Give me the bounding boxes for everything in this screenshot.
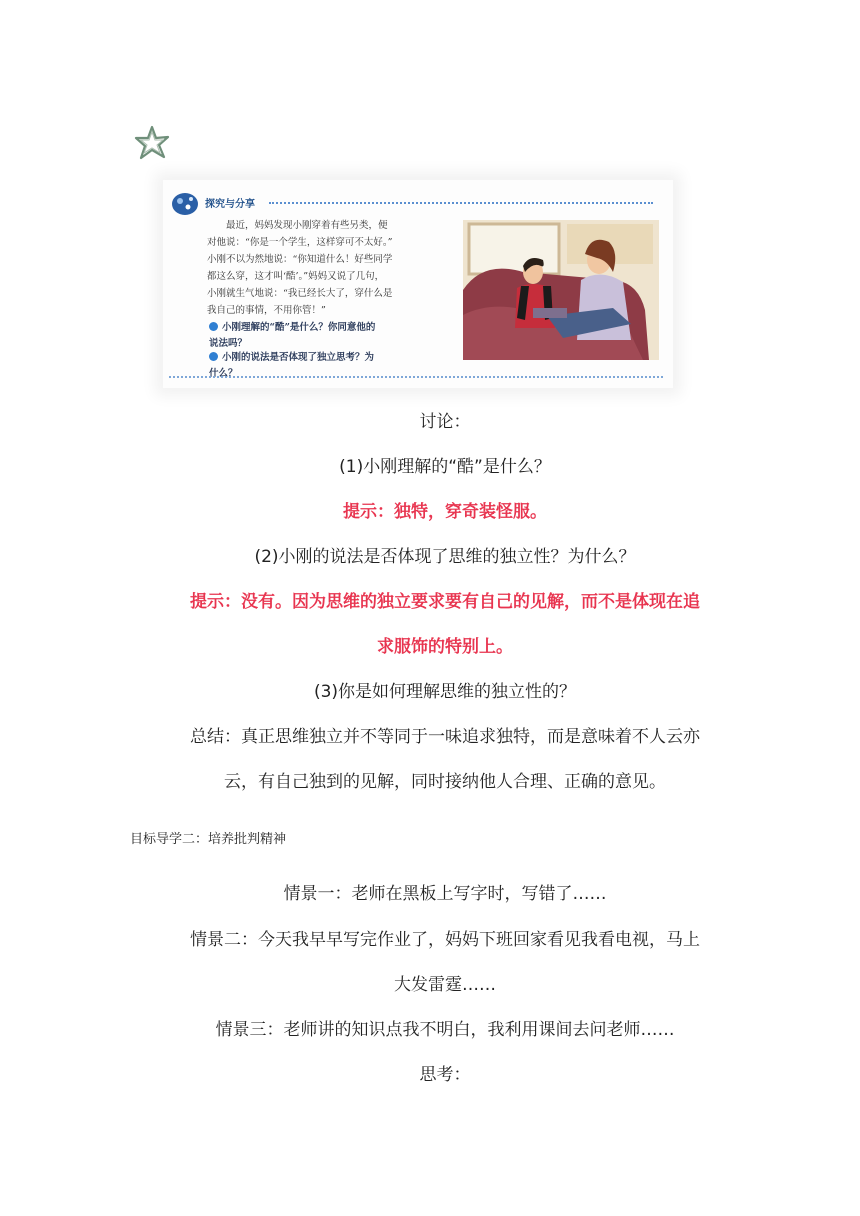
hint-2-line-1: 提示：没有。因为思维的独立要求要有自己的见解，而不是体现在追 (190, 592, 700, 612)
header-divider (269, 202, 653, 204)
story-line: 对他说：“你是一个学生，这样穿可不太好。” (207, 237, 393, 248)
scene-2-line-1: 情景二：今天我早早写完作业了，妈妈下班回家看见我看电视，马上 (190, 930, 700, 950)
textbook-excerpt (163, 180, 673, 388)
hint-2-line-2: 求服饰的特别上。 (377, 637, 513, 657)
textbook-question-1 (209, 320, 445, 352)
textbook-title: 探究与分享 (205, 199, 255, 210)
question-text: 什么？ (209, 368, 238, 379)
summary-line-1: 总结：真正思维独立并不等同于一味追求独特，而是意味着不人云亦 (190, 727, 700, 747)
textbook-header (171, 190, 663, 216)
story-line: 小刚就生气地说：“我已经长大了，穿什么是 (207, 288, 393, 299)
story-line: 小刚不以为然地说：“你知道什么！好些同学 (207, 254, 393, 265)
question-text: 说法吗？ (209, 338, 248, 349)
question-bullet-icon (209, 352, 218, 361)
scene-1: 情景一：老师在黑板上写字时，写错了…… (283, 884, 607, 904)
story-line: 都这么穿，这才叫‘酷’。”妈妈又说了几句， (207, 271, 385, 282)
story-line: 最近，妈妈发现小刚穿着有些另类，便 (226, 220, 388, 231)
question-2: (2)小刚的说法是否体现了思维的独立性？为什么？ (254, 547, 636, 567)
textbook-story (207, 217, 442, 319)
discussion-heading: 讨论： (419, 412, 471, 432)
explore-badge-icon (171, 192, 199, 216)
question-3: (3)你是如何理解思维的独立性的？ (313, 682, 577, 702)
illustration-mother-and-son (463, 220, 659, 360)
question-text: 小刚的说法是否体现了独立思考？为 (222, 352, 375, 363)
summary-line-2: 云，有自己独到的见解，同时接纳他人合理、正确的意见。 (224, 772, 666, 792)
scene-2-line-2: 大发雷霆…… (394, 975, 496, 995)
star-outline-icon (132, 124, 172, 164)
question-bullet-icon (209, 322, 218, 331)
scene-3: 情景三：老师讲的知识点我不明白，我利用课间去问老师…… (215, 1020, 675, 1040)
footer-divider (169, 376, 663, 378)
think-heading: 思考： (419, 1065, 471, 1085)
goal-heading: 目标导学二：培养批判精神 (130, 832, 287, 847)
story-line: 我自己的事情，不用你管！” (207, 305, 326, 316)
question-text: 小刚理解的“酷”是什么？你同意他的 (222, 322, 376, 333)
hint-1: 提示：独特，穿奇装怪服。 (343, 502, 547, 522)
question-1: (1)小刚理解的“酷”是什么？ (339, 457, 551, 477)
